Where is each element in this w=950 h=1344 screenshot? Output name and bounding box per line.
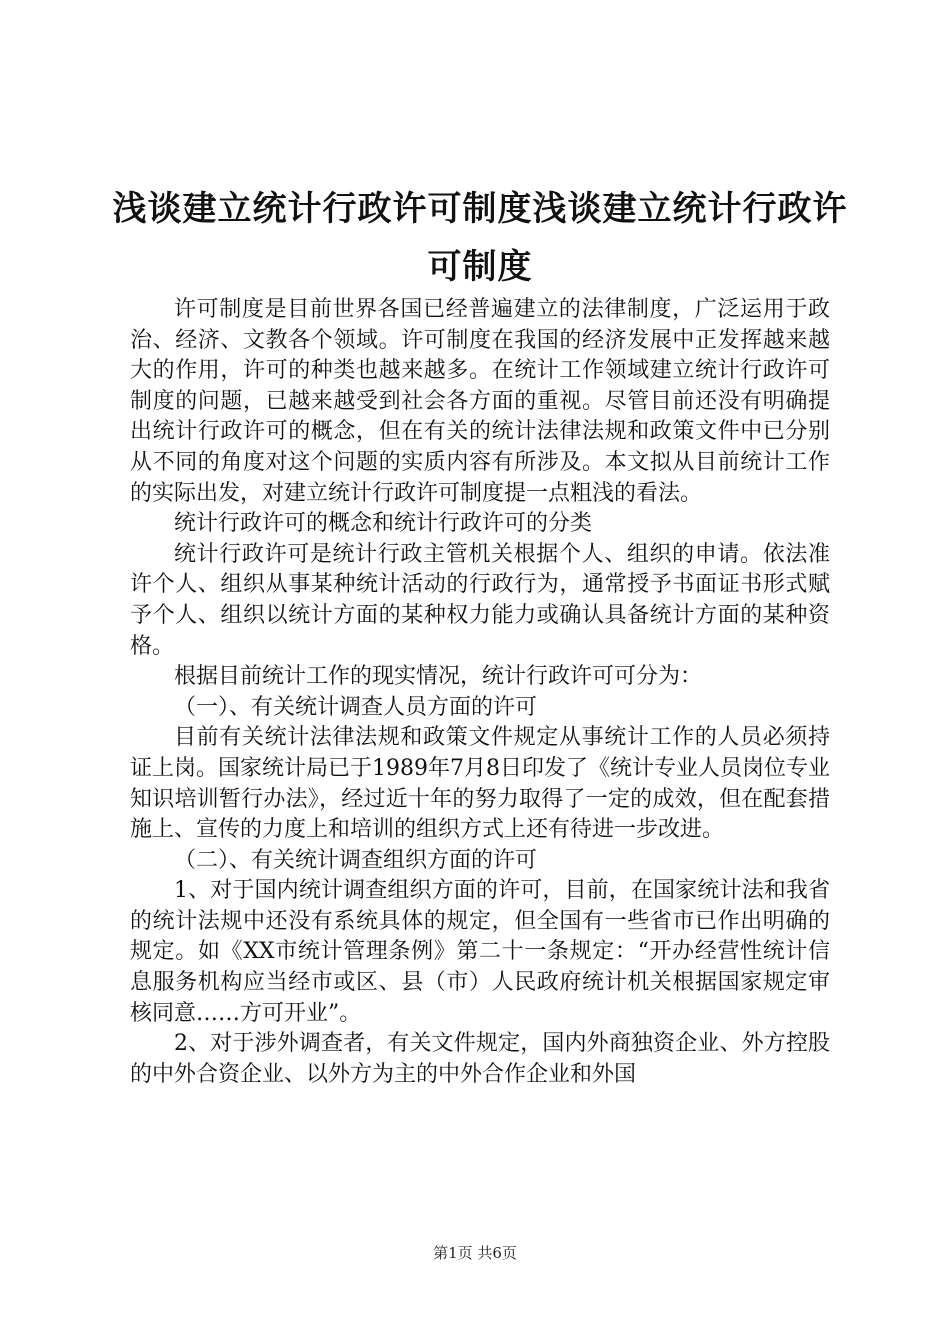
paragraph-classification: 根据目前统计工作的现实情况，统计行政许可可分为：: [174, 664, 703, 690]
paragraph-definition: 统计行政许可是统计行政主管机关根据个人、组织的申请。依法准许个人、组织从事某种统计活动的行政行为，通常授予书面证书形式赋予个人、组织以统计方面的某种权力能力或确认具备统计方面的某种资格。: [130, 541, 830, 659]
paragraph-personnel: 目前有关统计法律法规和政策文件规定从事统计工作的人员必须持证上岗。国家统计局已于1989年7月8日印发了《统计专业人员岗位专业知识培训暂行办法》，经过近十年的努力取得了一定的成效，但在配套措施上、宣传的力度上和培训的组织方式上还有待进一步改进。: [130, 725, 830, 843]
section-heading-concept: 统计行政许可的概念和统计行政许可的分类: [174, 511, 593, 537]
paragraph-domestic-organization: 1、对于国内统计调查组织方面的许可，目前，在国家统计法和我省的统计法规中还没有系统具体的规定，但全国有一些省市已作出明确的规定。如《XX市统计管理条例》第二十一条规定：“开办经营性统计信息服务机构应当经市或区、县（市）人民政府统计机关根据国家规定审核同意……方可开业”。: [130, 878, 830, 1026]
subheading-personnel: （一）、有关统计调查人员方面的许可: [174, 694, 538, 720]
document-body: [130, 295, 830, 1090]
page-footer: 第1页 共6页: [433, 1244, 517, 1262]
paragraph-intro: 许可制度是目前世界各国已经普遍建立的法律制度，广泛运用于政治、经济、文教各个领域。许可制度在我国的经济发展中正发挥越来越大的作用，许可的种类也越来越多。在统计工作领域建立统计行政许可制度的问题，已越来越受到社会各方面的重视。尽管目前还没有明确提出统计行政许可的概念，但在有关的统计法律法规和政策文件中已分别从不同的角度对这个问题的实质内容有所涉及。本文拟从目前统计工作的实际出发，对建立统计行政许可制度提一点粗浅的看法。: [130, 297, 830, 506]
subheading-organization: （二）、有关统计调查组织方面的许可: [174, 847, 538, 873]
document-title: 浅谈建立统计行政许可制度浅谈建立统计行政许可制度: [112, 189, 848, 287]
paragraph-foreign-survey: 2、对于涉外调查者，有关文件规定，国内外商独资企业、外方控股的中外合资企业、以外方为主的中外合作企业和外国: [130, 1031, 830, 1087]
